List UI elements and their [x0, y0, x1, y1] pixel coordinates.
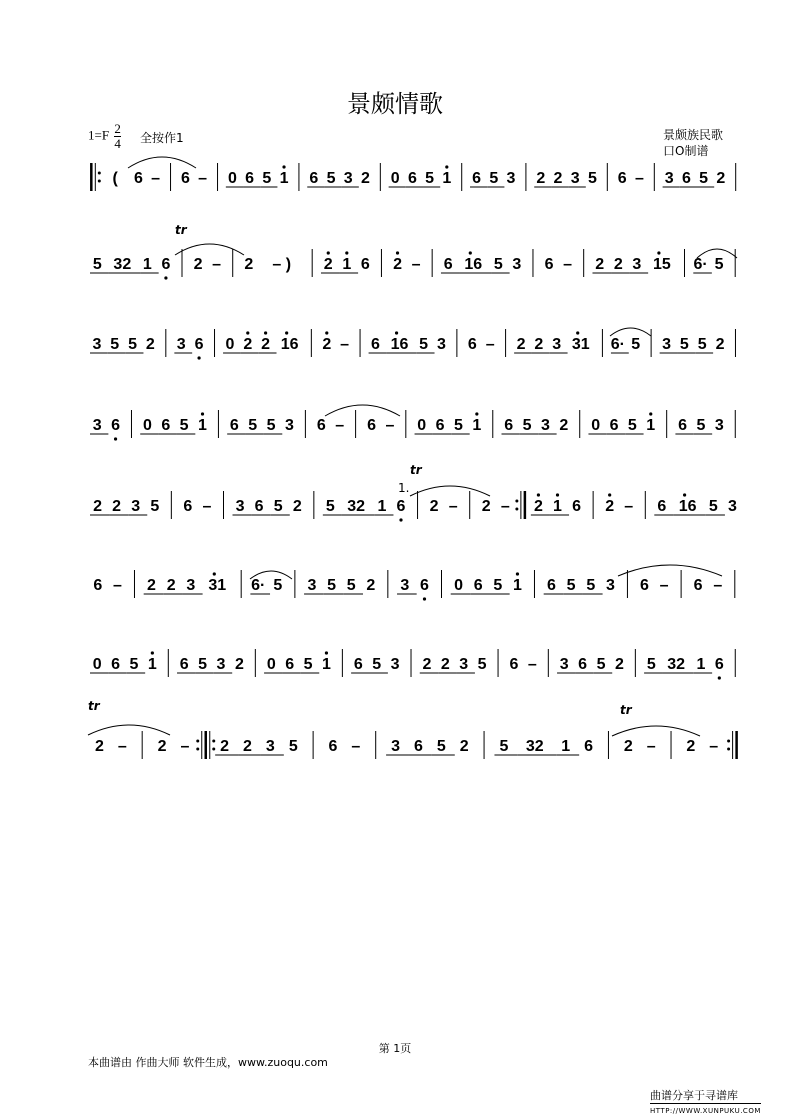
- attribution-arranger: 口O制谱: [663, 144, 709, 158]
- note: 5: [128, 336, 138, 353]
- note: 6·: [610, 336, 625, 353]
- octave-high-dot: [282, 165, 285, 168]
- note: 3: [131, 498, 141, 515]
- note: 2: [323, 256, 333, 273]
- note: 6: [194, 336, 204, 353]
- note: 6: [328, 738, 338, 755]
- note: 6: [183, 498, 193, 515]
- note: 6: [180, 170, 190, 187]
- note: 2: [322, 336, 332, 353]
- octave-high-dot: [657, 251, 660, 254]
- tie: [612, 726, 700, 736]
- note: 5: [425, 170, 435, 187]
- note: –: [448, 498, 458, 515]
- note: 16: [280, 336, 299, 353]
- note: 6: [309, 170, 319, 187]
- note: 6·: [693, 256, 708, 273]
- note: 6: [179, 656, 189, 673]
- note: 6: [640, 577, 649, 594]
- note: 3: [632, 256, 642, 273]
- note: 2: [234, 656, 244, 673]
- note: – ): [272, 256, 292, 273]
- note: 6: [547, 577, 556, 594]
- note: 6·: [251, 577, 266, 594]
- octave-low-dot: [399, 518, 402, 521]
- note: 0: [266, 656, 276, 673]
- octave-high-dot: [264, 331, 267, 334]
- note: 3: [728, 498, 737, 515]
- trill-mark: tr: [88, 699, 100, 713]
- note: 6: [617, 170, 627, 187]
- octave-high-dot: [608, 493, 611, 496]
- repeat-dot: [196, 740, 199, 743]
- octave-low-dot: [197, 356, 200, 359]
- note: 2: [553, 170, 563, 187]
- note: 5: [697, 336, 707, 353]
- note: 6: [254, 498, 264, 515]
- note: 6: [407, 170, 417, 187]
- note: 3: [506, 170, 516, 187]
- repeat-dot: [727, 748, 730, 751]
- note: 6: [467, 336, 477, 353]
- octave-high-dot: [325, 651, 328, 654]
- note: 5: [273, 577, 283, 594]
- time-bottom: 4: [114, 136, 121, 151]
- octave-high-dot: [395, 331, 398, 334]
- note: 2: [243, 336, 253, 353]
- note: 6: [435, 417, 445, 434]
- note: 5: [499, 738, 509, 755]
- note: 5: [129, 656, 139, 673]
- note: –: [340, 336, 350, 353]
- note: –: [563, 256, 573, 273]
- note: 2: [440, 656, 450, 673]
- note: 2: [93, 498, 102, 515]
- note: –: [151, 170, 161, 187]
- note: 3: [512, 256, 522, 273]
- tie: [618, 565, 722, 576]
- note: 3: [400, 577, 410, 594]
- note: 5: [327, 577, 336, 594]
- note: 3: [390, 656, 400, 673]
- note: –: [624, 498, 634, 515]
- note: 5: [454, 417, 463, 434]
- repeat-dot: [515, 500, 518, 503]
- note: 6: [544, 256, 554, 273]
- note: 6: [360, 256, 370, 273]
- note: 2: [459, 738, 469, 755]
- note: –: [180, 738, 190, 755]
- note: 5: [627, 417, 637, 434]
- note: –: [385, 417, 395, 434]
- note: 2: [112, 498, 122, 515]
- note: 1: [442, 170, 452, 187]
- repeat-dot: [98, 180, 101, 183]
- note: 3: [540, 417, 550, 434]
- note: 3: [459, 656, 469, 673]
- note: 5: [596, 656, 606, 673]
- note: 32: [113, 256, 132, 273]
- fingering-note: 全按作1: [140, 131, 184, 145]
- note: –: [659, 577, 669, 594]
- note: 31: [208, 577, 227, 594]
- note: 0: [591, 417, 601, 434]
- note: 1: [553, 498, 562, 515]
- octave-high-dot: [151, 651, 154, 654]
- octave-high-dot: [285, 331, 288, 334]
- key-prefix: 1=F: [88, 127, 110, 143]
- note: 6: [420, 577, 429, 594]
- note: 2: [559, 417, 569, 434]
- note: 5: [708, 498, 718, 515]
- note: 1: [696, 656, 706, 673]
- note: 5: [326, 170, 336, 187]
- note: 6: [693, 577, 703, 594]
- note: 6: [111, 656, 121, 673]
- trill-mark: tr: [410, 463, 422, 477]
- trill-mark: tr: [620, 703, 632, 717]
- note: 2: [614, 656, 624, 673]
- note: 3: [216, 656, 226, 673]
- note: 6: [285, 656, 295, 673]
- note: 5: [92, 256, 102, 273]
- note: 3: [605, 577, 615, 594]
- note: 1: [561, 738, 571, 755]
- note: 5: [522, 417, 532, 434]
- note: –: [335, 417, 345, 434]
- note: 2: [595, 256, 605, 273]
- note: 0: [390, 170, 400, 187]
- note: 5: [566, 577, 576, 594]
- note: 3: [664, 170, 674, 187]
- attribution-origin: 景颇族民歌: [663, 128, 724, 142]
- note: 6: [681, 170, 691, 187]
- note: 6: [367, 417, 376, 434]
- note: –: [709, 738, 719, 755]
- note: 1: [377, 498, 387, 515]
- note: 0: [92, 656, 102, 673]
- note: 5: [262, 170, 272, 187]
- note: 3: [235, 498, 245, 515]
- repeat-dot: [196, 748, 199, 751]
- note: 6: [93, 577, 103, 594]
- note: 32: [347, 498, 366, 515]
- note: 2: [715, 336, 725, 353]
- octave-low-dot: [164, 276, 167, 279]
- note: 5: [419, 336, 429, 353]
- note: –: [646, 738, 656, 755]
- note: –: [212, 256, 222, 273]
- note: –: [351, 738, 361, 755]
- note: 2: [605, 498, 615, 515]
- octave-high-dot: [325, 331, 328, 334]
- note: 5: [489, 170, 499, 187]
- note: 0: [417, 417, 427, 434]
- note: 5: [493, 256, 503, 273]
- note: 0: [225, 336, 235, 353]
- octave-high-dot: [201, 412, 204, 415]
- note: 2: [366, 577, 376, 594]
- note: –: [113, 577, 122, 594]
- octave-high-dot: [576, 331, 579, 334]
- note: 5: [631, 336, 641, 353]
- note: 2: [533, 498, 543, 515]
- note: –: [500, 498, 510, 515]
- note: 2: [534, 336, 544, 353]
- note: 3: [92, 417, 102, 434]
- note: 5: [586, 577, 596, 594]
- repeat-dot: [515, 508, 518, 511]
- repeat-dot: [98, 172, 101, 175]
- note: 5: [150, 498, 160, 515]
- note: 5: [436, 738, 446, 755]
- note: 6: [396, 498, 406, 515]
- note: 5: [372, 656, 382, 673]
- note: 6: [245, 170, 255, 187]
- note: 3: [92, 336, 102, 353]
- note: 6: [371, 336, 380, 353]
- note: 2: [623, 738, 633, 755]
- note: 6: [316, 417, 326, 434]
- octave-low-dot: [114, 437, 117, 440]
- site-url: HTTP://WWW.XUNPUKU.COM: [650, 1103, 761, 1118]
- note: 5: [493, 577, 503, 594]
- note: 5: [587, 170, 597, 187]
- note: 6: [443, 256, 453, 273]
- note: –: [198, 170, 208, 187]
- note: 5: [303, 656, 313, 673]
- note: 3: [559, 656, 569, 673]
- note: 5: [198, 656, 208, 673]
- octave-high-dot: [537, 493, 540, 496]
- note: –: [634, 170, 644, 187]
- note: 6: [133, 170, 143, 187]
- tie: [175, 244, 244, 255]
- note: 6: [413, 738, 423, 755]
- note: 2: [686, 738, 696, 755]
- note: 6: [657, 498, 667, 515]
- note: 2: [716, 170, 726, 187]
- note: (: [112, 170, 118, 187]
- note: 2: [157, 738, 167, 755]
- note: 3: [662, 336, 672, 353]
- note: 5: [325, 498, 335, 515]
- note: 3: [176, 336, 186, 353]
- note: 2: [145, 336, 155, 353]
- note: 5: [714, 256, 724, 273]
- octave-high-dot: [683, 493, 686, 496]
- octave-high-dot: [246, 331, 249, 334]
- note: 6: [111, 417, 121, 434]
- note: –: [713, 577, 723, 594]
- slur: [610, 328, 651, 336]
- note: 2: [292, 498, 302, 515]
- note: 3: [714, 417, 724, 434]
- note: 2: [243, 738, 252, 755]
- trill-mark: tr: [175, 223, 187, 237]
- note: 6: [161, 256, 171, 273]
- octave-high-dot: [469, 251, 472, 254]
- note: 6: [161, 417, 171, 434]
- note: 3: [570, 170, 580, 187]
- note: –: [485, 336, 495, 353]
- page-number: 第 1页: [378, 1042, 412, 1055]
- note: 2: [613, 256, 623, 273]
- note: 1: [513, 577, 522, 594]
- note: 3: [391, 738, 400, 755]
- note: 5: [273, 498, 283, 515]
- note: 3: [436, 336, 446, 353]
- repeat-dot: [212, 748, 215, 751]
- note: 6: [584, 738, 594, 755]
- note: 2: [261, 336, 271, 353]
- note: 6: [504, 417, 514, 434]
- note: 3: [186, 577, 196, 594]
- note: 1: [472, 417, 482, 434]
- note: 3: [265, 738, 275, 755]
- tie: [88, 725, 170, 735]
- note: 5: [699, 170, 709, 187]
- note: 32: [525, 738, 544, 755]
- tie: [325, 405, 400, 416]
- octave-high-dot: [516, 572, 519, 575]
- note: 1: [342, 256, 352, 273]
- note: 16: [678, 498, 697, 515]
- note: 5: [696, 417, 706, 434]
- note: 5: [110, 336, 120, 353]
- note: 2: [481, 498, 491, 515]
- note: 0: [227, 170, 237, 187]
- note: 1: [321, 656, 331, 673]
- note: 1: [279, 170, 289, 187]
- note: 1: [198, 417, 207, 434]
- note: 6: [229, 417, 239, 434]
- note: 3: [343, 170, 353, 187]
- note: 5: [179, 417, 189, 434]
- volta-mark: 1.: [398, 481, 410, 495]
- note: 32: [667, 656, 686, 673]
- note: 16: [464, 256, 483, 273]
- note: 5: [266, 417, 276, 434]
- octave-low-dot: [423, 597, 426, 600]
- octave-low-dot: [718, 676, 721, 679]
- note: 6: [578, 656, 588, 673]
- octave-high-dot: [556, 493, 559, 496]
- note: –: [117, 738, 127, 755]
- note: 6: [572, 498, 582, 515]
- note: 31: [571, 336, 590, 353]
- note: 5: [477, 656, 487, 673]
- note: 2: [220, 738, 230, 755]
- octave-high-dot: [327, 251, 330, 254]
- time-top: 2: [114, 121, 121, 136]
- note: 6: [472, 170, 482, 187]
- note: 3: [285, 417, 294, 434]
- note: 2: [516, 336, 526, 353]
- repeat-dot: [212, 740, 215, 743]
- note: 5: [646, 656, 656, 673]
- repeat-dot: [727, 740, 730, 743]
- note: 5: [679, 336, 689, 353]
- note: 6: [609, 417, 619, 434]
- site-name: 曲谱分享于寻谱库: [650, 1089, 738, 1102]
- note: 6: [473, 577, 483, 594]
- generator-credit: 本曲谱由 作曲大师 软件生成，www.zuoqu.com: [88, 1056, 328, 1069]
- octave-high-dot: [213, 572, 216, 575]
- note: 3: [552, 336, 562, 353]
- note: 1: [147, 656, 157, 673]
- note: 16: [390, 336, 409, 353]
- note: 2: [94, 738, 104, 755]
- note: 2: [536, 170, 546, 187]
- note: –: [202, 498, 212, 515]
- site-credit: [650, 1089, 761, 1118]
- note: 3: [307, 577, 317, 594]
- note: 5: [248, 417, 258, 434]
- note: 2: [393, 256, 402, 273]
- note: 2: [429, 498, 439, 515]
- note: 6: [509, 656, 519, 673]
- note: 5: [346, 577, 356, 594]
- tie: [128, 157, 196, 168]
- note: 2: [422, 656, 432, 673]
- note: 1: [142, 256, 152, 273]
- note: –: [527, 656, 537, 673]
- note: 2: [193, 256, 203, 273]
- tie: [410, 486, 490, 496]
- note: 6: [353, 656, 363, 673]
- octave-high-dot: [475, 412, 478, 415]
- octave-high-dot: [345, 251, 348, 254]
- note: 2: [360, 170, 370, 187]
- note: 15: [653, 256, 671, 273]
- octave-high-dot: [445, 165, 448, 168]
- note: –: [411, 256, 421, 273]
- note: 0: [454, 577, 463, 594]
- note: 2: [244, 256, 254, 273]
- note: 1: [646, 417, 656, 434]
- note: 6: [714, 656, 724, 673]
- note: 0: [142, 417, 152, 434]
- octave-high-dot: [649, 412, 652, 415]
- note: 5: [288, 738, 298, 755]
- note: 2: [147, 577, 156, 594]
- page-title: 景颇情歌: [347, 90, 443, 118]
- note: 6: [678, 417, 688, 434]
- note: 2: [166, 577, 176, 594]
- octave-high-dot: [396, 251, 399, 254]
